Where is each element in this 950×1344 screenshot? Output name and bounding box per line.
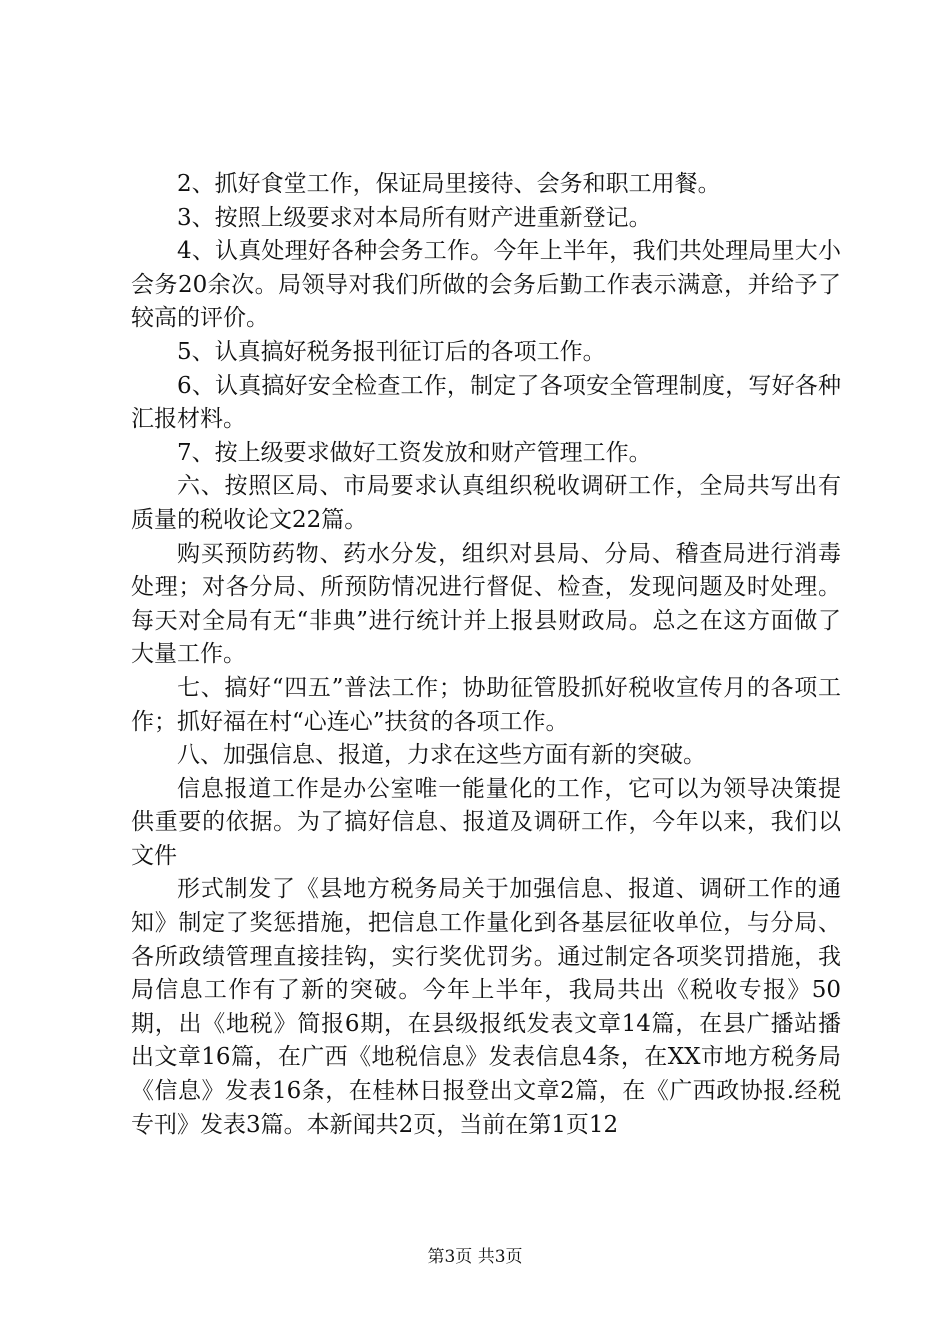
paragraph-6: 7、按上级要求做好工资发放和财产管理工作。 <box>177 439 652 466</box>
page-footer: 第3页 共3页 <box>427 1247 523 1267</box>
paragraph-12: 形式制发了《县地方税务局关于加强信息、报道、调研工作的通知》制定了奖惩措施，把信息工作量化到各基层征收单位，与分局、各所政绩管理直接挂钩，实行奖优罚劣。通过制定各项奖罚措施，我局信息工作有了新的突破。今年上半年，我局共出《税收专报》50期，出《地税》简报6期，在县级报纸发表文章14篇，在县广播站播出文章16篇，在广西《地税信息》发表信息4条，在XX市地方税务局《信息》发表16条，在桂林日报登出文章2篇，在《广西政协报.经税专刊》发表3篇。本新闻共2页，当前在第1页12 <box>131 876 841 1138</box>
paragraph-11: 信息报道工作是办公室唯一能量化的工作，它可以为领导决策提供重要的依据。为了搞好信息、报道及调研工作，今年以来，我们以文件 <box>131 775 841 869</box>
paragraph-5: 6、认真搞好安全检查工作，制定了各项安全管理制度，写好各种汇报材料。 <box>131 372 841 433</box>
paragraph-10: 八、加强信息、报道，力求在这些方面有新的突破。 <box>177 742 706 769</box>
paragraph-3: 4、认真处理好各种会务工作。今年上半年，我们共处理局里大小会务20余次。局领导对我们所做的会务后勤工作表示满意，并给予了较高的评价。 <box>131 238 841 332</box>
paragraph-8: 购买预防药物、药水分发，组织对县局、分局、稽查局进行消毒处理；对各分局、所预防情况进行督促、检查，发现问题及时处理。每天对全局有无“非典”进行统计并上报县财政局。总之在这方面做了大量工作。 <box>131 540 841 668</box>
paragraph-1: 2、抓好食堂工作，保证局里接待、会务和职工用餐。 <box>177 171 721 197</box>
paragraph-2: 3、按照上级要求对本局所有财产进重新登记。 <box>177 204 652 231</box>
paragraph-7: 六、按照区局、市局要求认真组织税收调研工作，全局共写出有质量的税收论文22篇。 <box>131 473 841 533</box>
paragraph-4: 5、认真搞好税务报刊征订后的各项工作。 <box>177 338 606 365</box>
document-body <box>131 168 841 1142</box>
paragraph-9: 七、搞好“四五”普法工作；协助征管股抓好税收宣传月的各项工作；抓好福在村“心连心”扶贫的各项工作。 <box>131 674 841 735</box>
